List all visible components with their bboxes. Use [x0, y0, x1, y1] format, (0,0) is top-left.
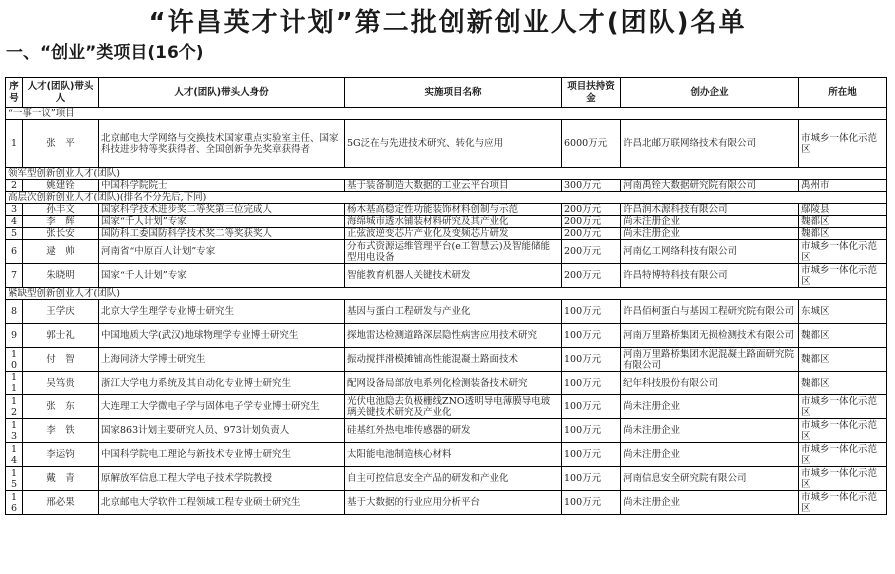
location: 市城乡一体化示范区	[799, 264, 887, 288]
location: 东城区	[799, 300, 887, 324]
talent-table	[5, 77, 887, 515]
row-number: 1	[6, 120, 23, 168]
project-name: 探地雷达检测道路深层隐性病害应用技术研究	[345, 324, 562, 348]
header-identity: 人才(团队)带头人身份	[99, 78, 345, 108]
location: 市城乡一体化示范区	[799, 395, 887, 419]
leader-identity: 大连理工大学微电子学与固体电子学专业博士研究生	[99, 395, 345, 419]
leader-name: 逯 帅	[23, 240, 99, 264]
row-number: 5	[6, 228, 23, 240]
company-name: 纪年科技股份有限公司	[621, 372, 799, 395]
location: 市城乡一体化示范区	[799, 419, 887, 443]
page-title: “许昌英才计划”第二批创新创业人才(团队)名单	[148, 8, 747, 38]
funding-amount: 200万元	[562, 264, 621, 288]
leader-identity: 国家科学技术进步奖二等奖第三位完成人	[99, 204, 345, 216]
location: 市城乡一体化示范区	[799, 240, 887, 264]
location: 市城乡一体化示范区	[799, 443, 887, 467]
table-row	[6, 264, 887, 288]
leader-identity: 国家“千人计划”专家	[99, 216, 345, 228]
leader-name: 李 铁	[23, 419, 99, 443]
table-row	[6, 300, 887, 324]
funding-amount: 100万元	[562, 467, 621, 491]
funding-amount: 200万元	[562, 204, 621, 216]
funding-amount: 300万元	[562, 180, 621, 192]
table-row	[6, 228, 887, 240]
section-label: 领军型创新创业人才(团队)	[6, 168, 887, 180]
leader-name: 邢必果	[23, 491, 99, 515]
leader-name: 李 辉	[23, 216, 99, 228]
location: 魏都区	[799, 228, 887, 240]
funding-amount: 100万元	[562, 372, 621, 395]
section-label: 紧缺型创新创业人才(团队)	[6, 288, 887, 300]
leader-identity: 北京邮电大学网络与交换技术国家重点实验室主任、国家科技进步特等奖获得者、全国创新争先奖章获得者	[99, 120, 345, 168]
project-name: 太阳能电池制造核心材料	[345, 443, 562, 467]
funding-amount: 100万元	[562, 395, 621, 419]
project-name: 配网设备局部放电系列化检测装备技术研究	[345, 372, 562, 395]
table-row	[6, 204, 887, 216]
leader-identity: 中国地质大学(武汉)地球物理学专业博士研究生	[99, 324, 345, 348]
company-name: 尚未注册企业	[621, 216, 799, 228]
leader-identity: 国家863计划主要研究人员、973计划负责人	[99, 419, 345, 443]
leader-identity: 中国科学院电工理论与新技术专业博士研究生	[99, 443, 345, 467]
leader-name: 吴笃贵	[23, 372, 99, 395]
project-name: 振动搅拌滑模摊铺高性能混凝土路面技术	[345, 348, 562, 372]
leader-name: 姚建铨	[23, 180, 99, 192]
funding-amount: 100万元	[562, 300, 621, 324]
leader-name: 戴 青	[23, 467, 99, 491]
header-leader: 人才(团队)带头人	[23, 78, 99, 108]
row-number: 10	[6, 348, 23, 372]
row-number: 16	[6, 491, 23, 515]
location: 魏都区	[799, 348, 887, 372]
location: 市城乡一体化示范区	[799, 467, 887, 491]
funding-amount: 200万元	[562, 240, 621, 264]
leader-identity: 河南省“中原百人计划”专家	[99, 240, 345, 264]
table-row	[6, 348, 887, 372]
header-no: 序号	[6, 78, 23, 108]
project-name: 基于大数据的行业应用分析平台	[345, 491, 562, 515]
table-row	[6, 180, 887, 192]
project-name: 智能教育机器人关键技术研发	[345, 264, 562, 288]
project-name: 基于装备制造大数据的工业云平台项目	[345, 180, 562, 192]
leader-identity: 北京大学生理学专业博士研究生	[99, 300, 345, 324]
row-number: 2	[6, 180, 23, 192]
project-name: 正弦波逆变芯片产业化及变频芯片研发	[345, 228, 562, 240]
leader-name: 孙丰文	[23, 204, 99, 216]
location: 市城乡一体化示范区	[799, 120, 887, 168]
funding-amount: 100万元	[562, 348, 621, 372]
company-name: 尚未注册企业	[621, 228, 799, 240]
leader-name: 王学庆	[23, 300, 99, 324]
leader-name: 张 东	[23, 395, 99, 419]
row-number: 14	[6, 443, 23, 467]
leader-identity: 上海同济大学博士研究生	[99, 348, 345, 372]
section-label: 高层次创新创业人才(团队)(排名不分先后,下同)	[6, 192, 887, 204]
row-number: 13	[6, 419, 23, 443]
company-name: 尚未注册企业	[621, 491, 799, 515]
company-name: 河南信息安全研究院有限公司	[621, 467, 799, 491]
project-name: 硅基红外热电堆传感器的研发	[345, 419, 562, 443]
leader-identity: 浙江大学电力系统及其自动化专业博士研究生	[99, 372, 345, 395]
table-row	[6, 240, 887, 264]
company-name: 许昌佰柯蛋白与基因工程研究院有限公司	[621, 300, 799, 324]
section-row	[6, 192, 887, 204]
leader-name: 朱晓明	[23, 264, 99, 288]
row-number: 9	[6, 324, 23, 348]
table-row	[6, 419, 887, 443]
project-name: 5G泛在与先进技术研究、转化与应用	[345, 120, 562, 168]
project-name: 自主可控信息安全产品的研发和产业化	[345, 467, 562, 491]
leader-name: 郭士礼	[23, 324, 99, 348]
location: 魏都区	[799, 216, 887, 228]
row-number: 8	[6, 300, 23, 324]
location: 魏都区	[799, 372, 887, 395]
table-row	[6, 216, 887, 228]
leader-name: 李运钧	[23, 443, 99, 467]
company-name: 河南万里路桥集团水泥混凝土路面研究院有限公司	[621, 348, 799, 372]
funding-amount: 200万元	[562, 216, 621, 228]
header-project: 实施项目名称	[345, 78, 562, 108]
company-name: 河南亿工网络科技有限公司	[621, 240, 799, 264]
leader-name: 张 平	[23, 120, 99, 168]
table-row	[6, 324, 887, 348]
section-row	[6, 288, 887, 300]
table-row	[6, 395, 887, 419]
section-heading: 一、“创业”类项目(16个)	[6, 43, 204, 63]
funding-amount: 100万元	[562, 419, 621, 443]
row-number: 12	[6, 395, 23, 419]
leader-name: 张长安	[23, 228, 99, 240]
header-company: 创办企业	[621, 78, 799, 108]
company-name: 尚未注册企业	[621, 395, 799, 419]
section-row	[6, 168, 887, 180]
company-name: 河南万里路桥集团无损检测技术有限公司	[621, 324, 799, 348]
talent-table-container	[5, 77, 886, 515]
row-number: 11	[6, 372, 23, 395]
leader-identity: 国防科工委国防科学技术奖二等奖获奖人	[99, 228, 345, 240]
leader-identity: 北京邮电大学软件工程领域工程专业硕士研究生	[99, 491, 345, 515]
location: 鄢陵县	[799, 204, 887, 216]
location: 禹州市	[799, 180, 887, 192]
section-label: “一事一议”项目	[6, 108, 887, 120]
location: 魏都区	[799, 324, 887, 348]
table-header-row	[6, 78, 887, 108]
row-number: 4	[6, 216, 23, 228]
section-row	[6, 108, 887, 120]
row-number: 7	[6, 264, 23, 288]
funding-amount: 100万元	[562, 491, 621, 515]
funding-amount: 100万元	[562, 324, 621, 348]
project-name: 杨木基高稳定性功能装饰材料创制与示范	[345, 204, 562, 216]
company-name: 许昌北邮万联网络技术有限公司	[621, 120, 799, 168]
funding-amount: 6000万元	[562, 120, 621, 168]
project-name: 海绵城市透水铺装材料研究及其产业化	[345, 216, 562, 228]
company-name: 许昌润木源科技有限公司	[621, 204, 799, 216]
leader-identity: 中国科学院院士	[99, 180, 345, 192]
funding-amount: 100万元	[562, 443, 621, 467]
company-name: 河南禹铨大数据研究院有限公司	[621, 180, 799, 192]
row-number: 15	[6, 467, 23, 491]
table-row	[6, 467, 887, 491]
table-row	[6, 443, 887, 467]
company-name: 尚未注册企业	[621, 419, 799, 443]
table-body	[6, 108, 887, 515]
company-name: 许昌特博特科技有限公司	[621, 264, 799, 288]
row-number: 3	[6, 204, 23, 216]
company-name: 尚未注册企业	[621, 443, 799, 467]
leader-identity: 国家“千人计划”专家	[99, 264, 345, 288]
leader-name: 付 智	[23, 348, 99, 372]
funding-amount: 200万元	[562, 228, 621, 240]
project-name: 光伏电池隐去负极栅线ZNO透明导电薄膜导电玻璃关键技术研究及产业化	[345, 395, 562, 419]
project-name: 基因与蛋白工程研发与产业化	[345, 300, 562, 324]
header-location: 所在地	[799, 78, 887, 108]
leader-identity: 原解放军信息工程大学电子技术学院教授	[99, 467, 345, 491]
table-row	[6, 372, 887, 395]
row-number: 6	[6, 240, 23, 264]
table-row	[6, 120, 887, 168]
location: 市城乡一体化示范区	[799, 491, 887, 515]
header-fund: 项目扶持资金	[562, 78, 621, 108]
table-row	[6, 491, 887, 515]
project-name: 分布式资源运维管理平台(e工智慧云)及智能储能型用电设备	[345, 240, 562, 264]
